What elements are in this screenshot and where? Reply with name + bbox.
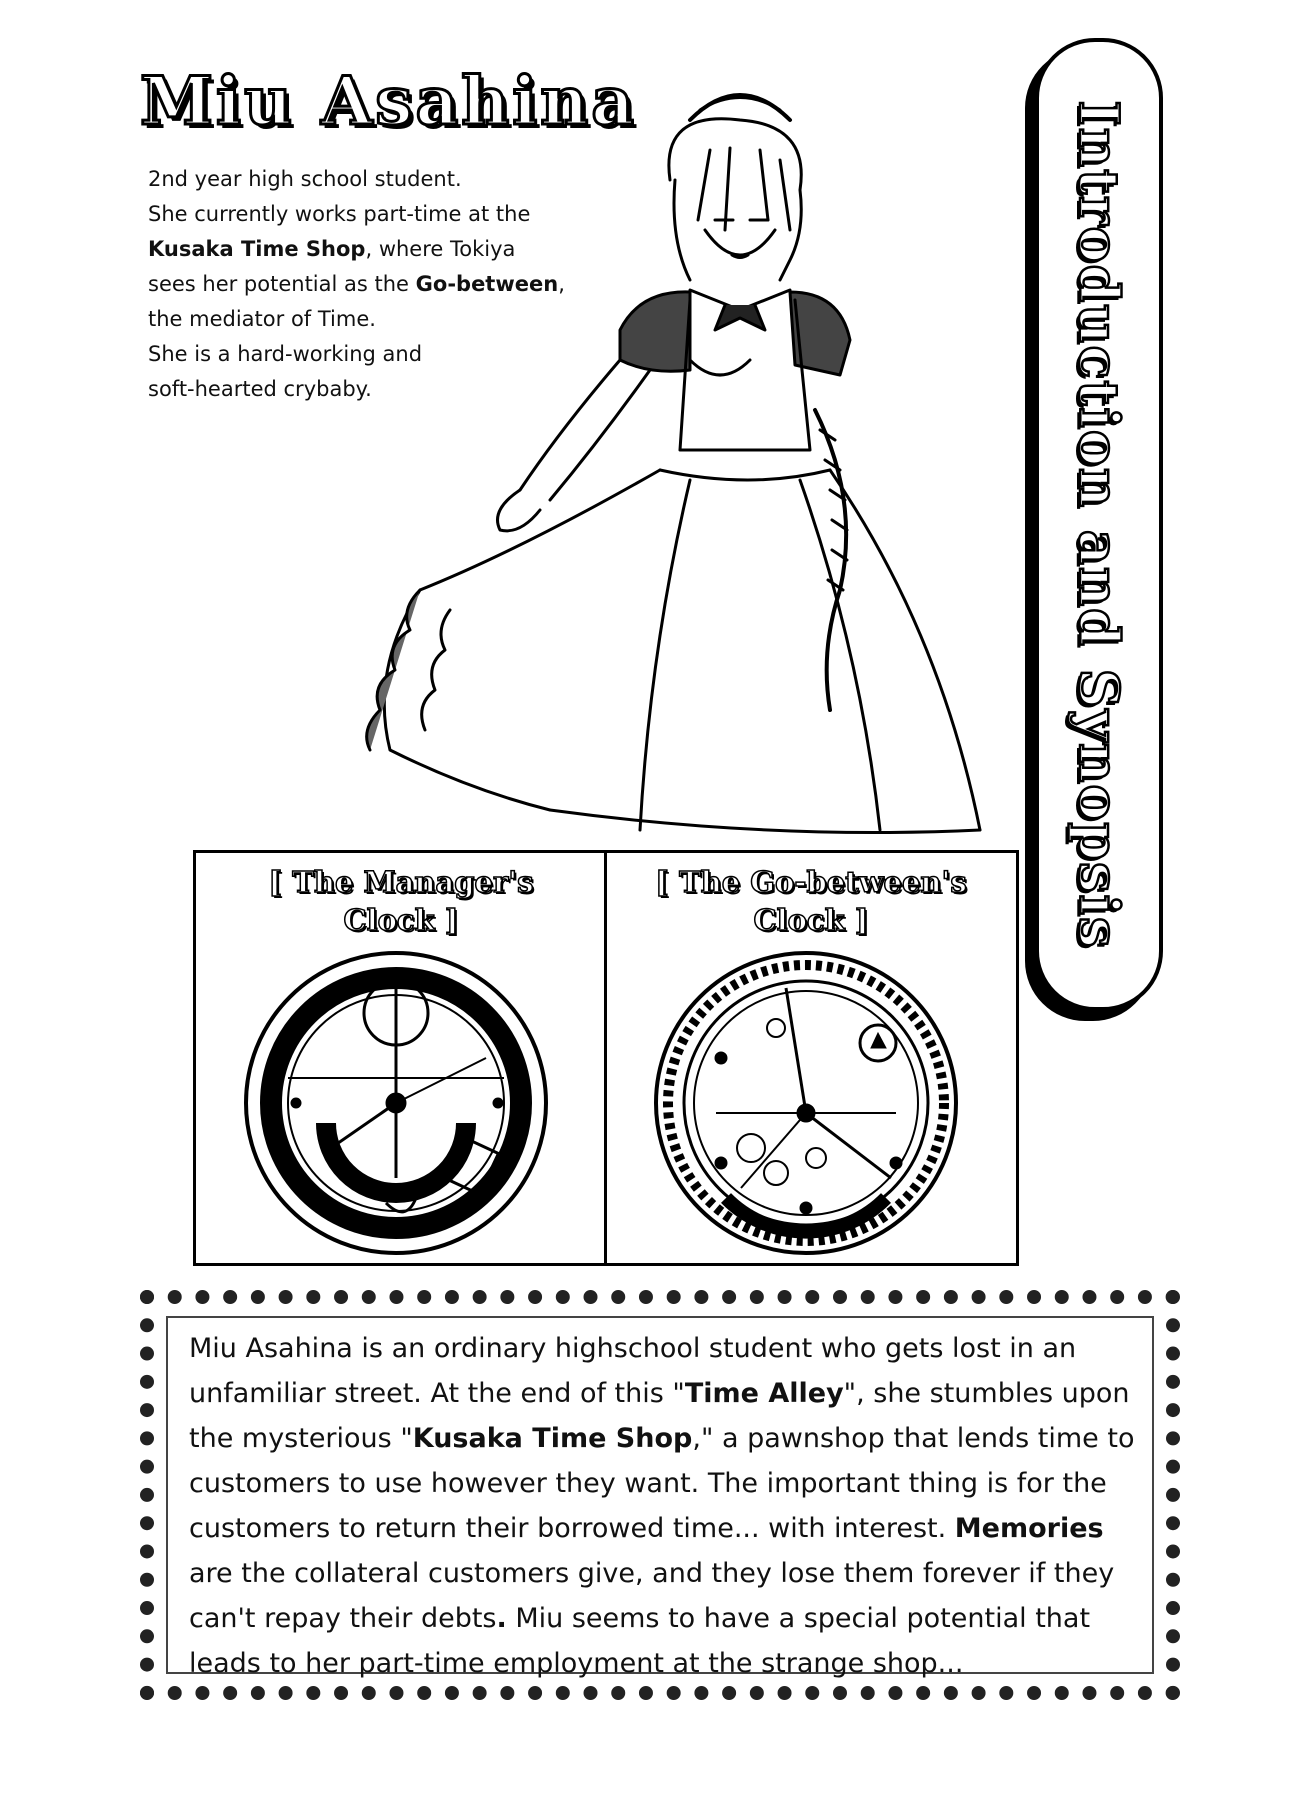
managers-clock-label	[201, 863, 601, 939]
synopsis-line: customers to use however they want. The important thing is for the	[189, 1468, 1107, 1499]
synopsis-line: Miu Asahina is an ordinary highschool student who gets lost in an	[189, 1333, 1077, 1364]
bio-line: soft-hearted crybaby.	[148, 377, 372, 401]
clocks-panel	[193, 850, 1019, 1266]
go-betweens-clock-icon	[646, 948, 966, 1258]
managers-clock-icon	[236, 948, 556, 1258]
side-title-text: Introduction and Synopsis	[1067, 100, 1131, 949]
bio-line: the mediator of Time.	[148, 307, 376, 331]
bio-line: She is a hard-working and	[148, 342, 423, 366]
go-betweens-clock-label	[611, 863, 1011, 939]
synopsis-line: the mysterious "Kusaka Time Shop," a pawnshop that lends time to	[189, 1423, 1135, 1454]
synopsis-line: are the collateral customers give, and they lose them forever if they	[189, 1558, 1115, 1589]
synopsis-line: unfamiliar street. At the end of this "Time Alley", she stumbles upon	[189, 1378, 1130, 1409]
synopsis-line: can't repay their debts. Miu seems to have a special potential that	[189, 1603, 1091, 1634]
label-line: Clock ]	[753, 903, 869, 937]
maid-character-illustration	[220, 30, 1020, 860]
synopsis-box	[140, 1290, 1180, 1700]
label-line: Clock ]	[343, 903, 459, 937]
synopsis-line: leads to her part-time employment at the strange shop...	[189, 1648, 964, 1679]
side-title-banner	[1035, 38, 1163, 1011]
synopsis-text	[189, 1326, 1149, 1686]
bio-line: Kusaka Time Shop, where Tokiya	[148, 237, 516, 261]
bio-line: sees her potential as the Go-between,	[148, 272, 565, 296]
bio-line: She currently works part-time at the	[148, 202, 531, 226]
character-name-title: Miu Asahina	[140, 62, 638, 140]
label-line: [ The Go-between's	[655, 865, 967, 899]
panel-divider	[604, 853, 607, 1263]
synopsis-line: customers to return their borrowed time... with interest. Memories	[189, 1513, 1104, 1544]
bio-line: 2nd year high school student.	[148, 167, 462, 191]
label-line: [ The Manager's	[268, 865, 534, 899]
